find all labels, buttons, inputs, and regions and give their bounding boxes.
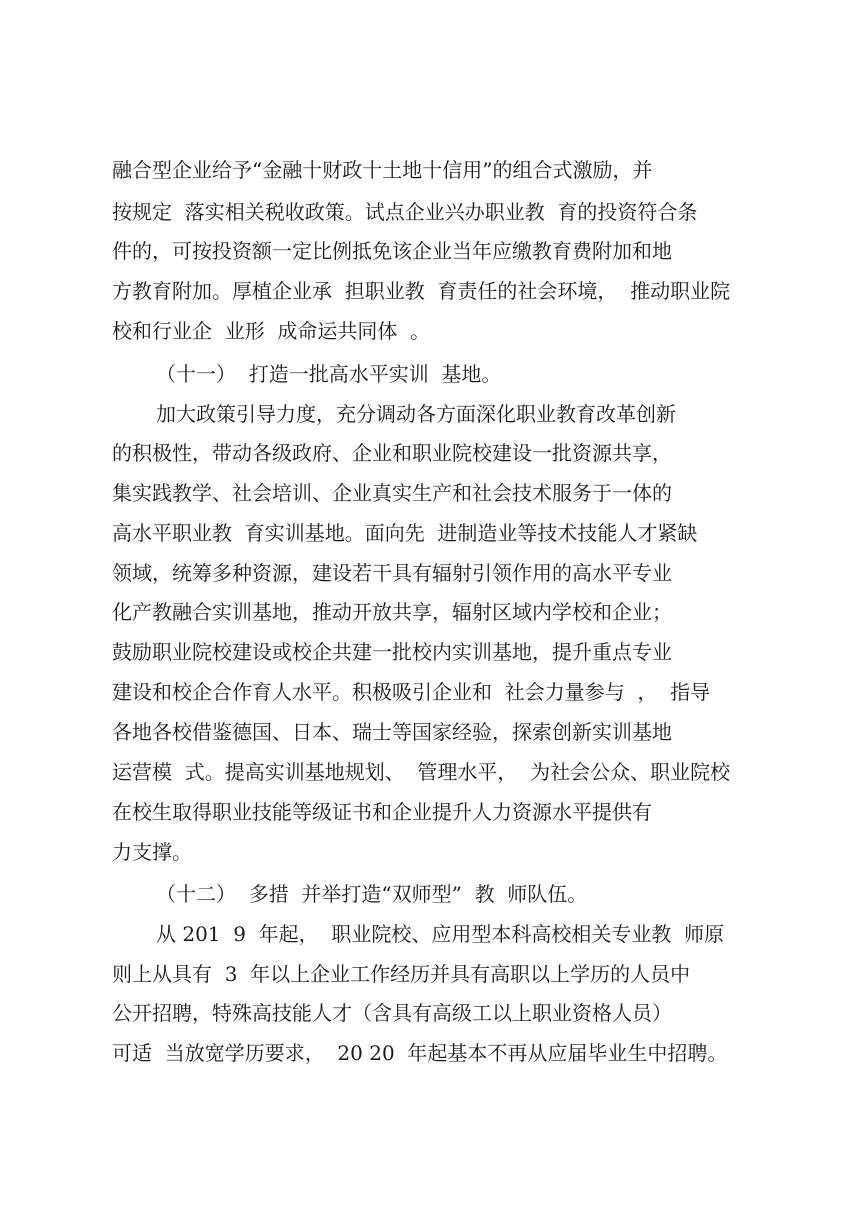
text-line: 领域，统筹多种资源，建设若干具有辐射引领作用的高水平专业	[112, 561, 672, 585]
text-line: 集实践教学、社会培训、企业真实生产和社会技术服务于一体的	[112, 481, 672, 505]
text-line: 鼓励职业院校建设或校企共建一批校内实训基地，提升重点专业	[112, 640, 672, 664]
text-line: 建设和校企合作育人水平。积极吸引企业和 社会力量参与 ， 指导	[112, 680, 711, 704]
text-line: 运营模 式。提高实训基地规划、 管理水平， 为社会公众、职业院校	[112, 760, 731, 784]
text-line: 加大政策引导力度，充分调动各方面深化职业教育改革创新	[156, 402, 676, 426]
text-line: 公开招聘，特殊高技能人才（含具有高级工以上职业资格人员）	[112, 1001, 672, 1025]
text-line: 融合型企业给予“金融十财政十土地十信用”的组合式激励，并	[112, 158, 653, 182]
text-line: 力支撑。	[112, 840, 192, 864]
text-line: 的积极性，带动各级政府、企业和职业院校建设一批资源共享，	[112, 441, 672, 465]
section-heading-12: （十二） 多措 并举打造“双师型” 教 师队伍。	[156, 882, 588, 906]
text-line: 校和行业企 业形 成命运共同体 。	[112, 319, 431, 343]
text-line: 则上从具有 3 年以上企业工作经历并具有高职以上学历的人员中	[112, 962, 691, 986]
section-heading-11: （十一） 打造一批高水平实训 基地。	[156, 362, 502, 386]
text-line: 化产教融合实训基地，推动开放共享，辐射区域内学校和企业；	[112, 600, 672, 624]
text-line: 各地各校借鉴德国、日本、瑞士等国家经验，探索创新实训基地	[112, 720, 672, 744]
text-line: 在校生取得职业技能等级证书和企业提升人力资源水平提供有	[112, 800, 652, 824]
text-line: 按规定 落实相关税收政策。试点企业兴办职业教 育的投资符合条	[112, 200, 698, 224]
text-line: 从 201 9 年起， 职业院校、应用型本科高校相关专业教 师原	[156, 922, 725, 946]
text-line: 可适 当放宽学历要求， 20 20 年起基本不再从应届毕业生中招聘。	[112, 1041, 728, 1065]
text-line: 方教育附加。厚植企业承 担职业教 育责任的社会环境， 推动职业院	[112, 279, 731, 303]
text-line: 件的，可按投资额一定比例抵免该企业当年应缴教育费附加和地	[112, 239, 672, 263]
text-line: 高水平职业教 育实训基地。面向先 进制造业等技术技能人才紧缺	[112, 521, 698, 545]
